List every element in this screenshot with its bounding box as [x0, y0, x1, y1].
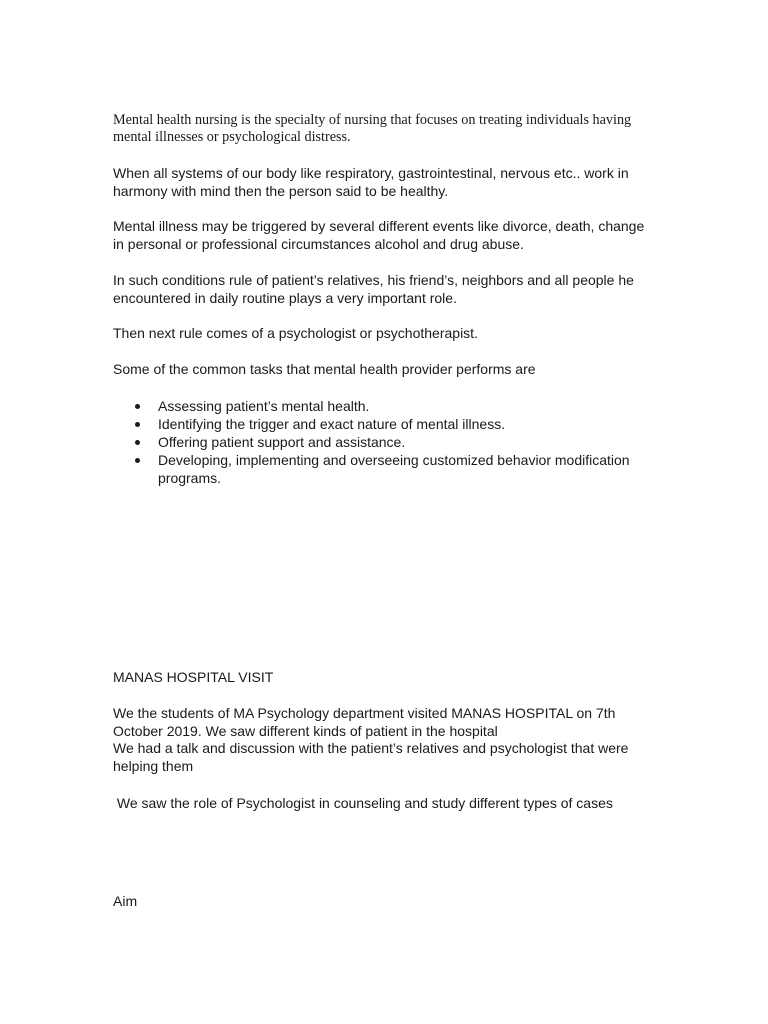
- list-item-text: Offering patient support and assistance.: [158, 434, 406, 450]
- tasks-bullet-list: [113, 397, 658, 487]
- visit-paragraph-1: We the students of MA Psychology department visited MANAS HOSPITAL on 7th October 2019. We saw different kinds of patient in the hospital: [113, 705, 616, 739]
- paragraph-psychologist-role: Then next rule comes of a psychologist or psychotherapist.: [113, 325, 478, 341]
- list-item: [113, 433, 658, 451]
- visit-paragraph-2: We had a talk and discussion with the patient’s relatives and psychologist that were helping them: [113, 740, 629, 774]
- bullet-icon: [135, 458, 140, 463]
- paragraph-healthy-definition: When all systems of our body like respiratory, gastrointestinal, nervous etc.. work in harmony with mind then the person said to be healthy.: [113, 165, 629, 199]
- list-item: [113, 451, 658, 487]
- bullet-icon: [135, 440, 140, 445]
- list-item-text: Identifying the trigger and exact nature of mental illness.: [158, 416, 506, 432]
- paragraph-relatives-role: In such conditions rule of patient’s relatives, his friend’s, neighbors and all people he encountered in daily routine plays a very important role.: [113, 272, 634, 306]
- list-item: [113, 397, 658, 415]
- list-item-text: Developing, implementing and overseeing customized behavior modification programs.: [158, 452, 630, 486]
- paragraph-mental-illness-triggers: Mental illness may be triggered by several different events like divorce, death, change in personal or professional circumstances alcohol and drug abuse.: [113, 218, 645, 252]
- list-item: [113, 415, 658, 433]
- intro-paragraph: Mental health nursing is the specialty of nursing that focuses on treating individuals having mental illnesses or psychological distress.: [113, 112, 632, 145]
- visit-paragraph-3: We saw the role of Psychologist in counseling and study different types of cases: [113, 795, 613, 811]
- aim-heading: Aim: [113, 893, 138, 909]
- list-item-text: Assessing patient’s mental health.: [158, 398, 370, 414]
- paragraph-tasks-intro: Some of the common tasks that mental health provider performs are: [113, 361, 536, 377]
- visit-heading: MANAS HOSPITAL VISIT: [113, 669, 274, 685]
- bullet-icon: [135, 422, 140, 427]
- bullet-icon: [135, 404, 140, 409]
